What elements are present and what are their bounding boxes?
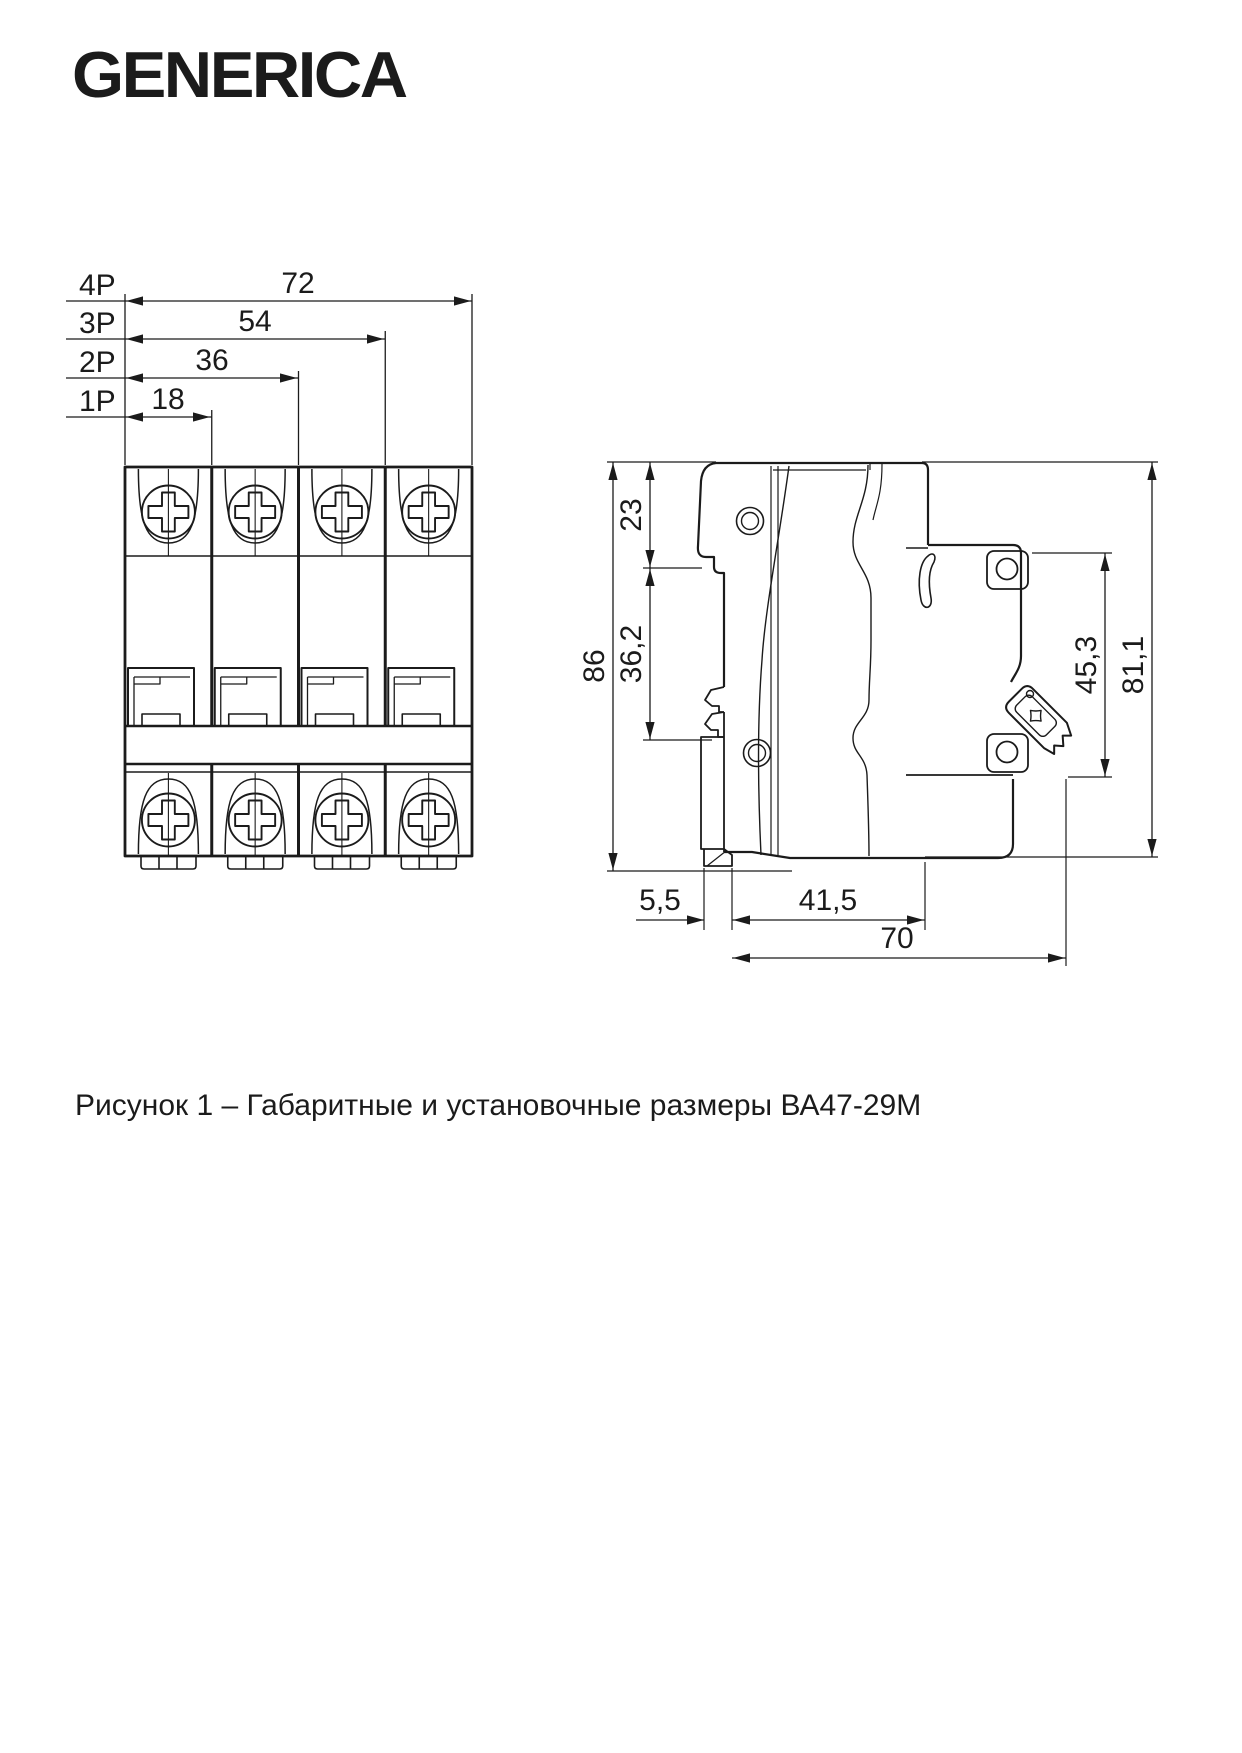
- figure-caption: Рисунок 1 – Габаритные и установочные размеры ВА47-29М: [75, 1089, 922, 1122]
- back-edge: [698, 463, 724, 687]
- pole-3: [302, 469, 372, 869]
- toggle-grip-face: [1013, 693, 1058, 738]
- top-ledge: [928, 545, 1021, 682]
- dimension-value: 23: [615, 498, 648, 532]
- pole-count-label: 3P: [79, 307, 116, 340]
- side-extension-lines: [607, 462, 1158, 966]
- side-dimensions-bottom: [636, 884, 1066, 963]
- top-terminal-hole: [997, 559, 1018, 580]
- top-face: [716, 463, 928, 545]
- pole-1: [128, 469, 198, 869]
- side-view: [578, 462, 1158, 966]
- bottom-left-screw-hole: [744, 740, 771, 767]
- din-clip-foot-hatch: [707, 851, 726, 866]
- dimension-value: 70: [880, 922, 914, 955]
- din-clip: [701, 712, 724, 852]
- bottom-left-screw-hole-inner: [749, 745, 766, 762]
- top-left-screw-hole: [737, 508, 764, 535]
- dimension-value: 36,2: [615, 624, 648, 684]
- toggle-lever: [1003, 683, 1077, 757]
- front-dimensions: [66, 267, 472, 465]
- pole-count-label: 4P: [79, 269, 116, 302]
- case-wave-line: [853, 465, 871, 856]
- top-left-screw-hole-inner: [742, 513, 759, 530]
- case-wave-line-2: [873, 464, 882, 520]
- brand-logo: GENERICA: [72, 38, 406, 112]
- dimension-value: 36: [195, 344, 229, 377]
- dimension-value: 86: [578, 649, 611, 683]
- side-dimensions-right: [1070, 462, 1157, 857]
- bottom-terminal-block: [987, 734, 1028, 772]
- dimension-value: 5,5: [639, 884, 681, 917]
- dimension-value: 72: [281, 267, 315, 300]
- pole-count-label: 1P: [79, 385, 116, 418]
- dimension-value: 45,3: [1070, 635, 1103, 695]
- dimension-value: 41,5: [798, 884, 858, 917]
- toggle-outline: [1003, 683, 1077, 757]
- din-hook: [705, 687, 724, 737]
- front-view: [66, 267, 472, 869]
- dimension-value: 81,1: [1117, 635, 1150, 695]
- dimension-value: 18: [151, 383, 185, 416]
- pole-4: [388, 469, 458, 869]
- dimension-value: 54: [238, 305, 272, 338]
- kidney-slot: [919, 554, 935, 607]
- breaker-side-body: [698, 463, 1077, 866]
- pole-2: [215, 469, 285, 869]
- side-dimensions-left: [578, 462, 655, 871]
- pole-count-label: 2P: [79, 346, 116, 379]
- breaker-front-body: [125, 467, 472, 869]
- parting-line: [771, 466, 778, 855]
- bottom-terminal-hole: [997, 742, 1018, 763]
